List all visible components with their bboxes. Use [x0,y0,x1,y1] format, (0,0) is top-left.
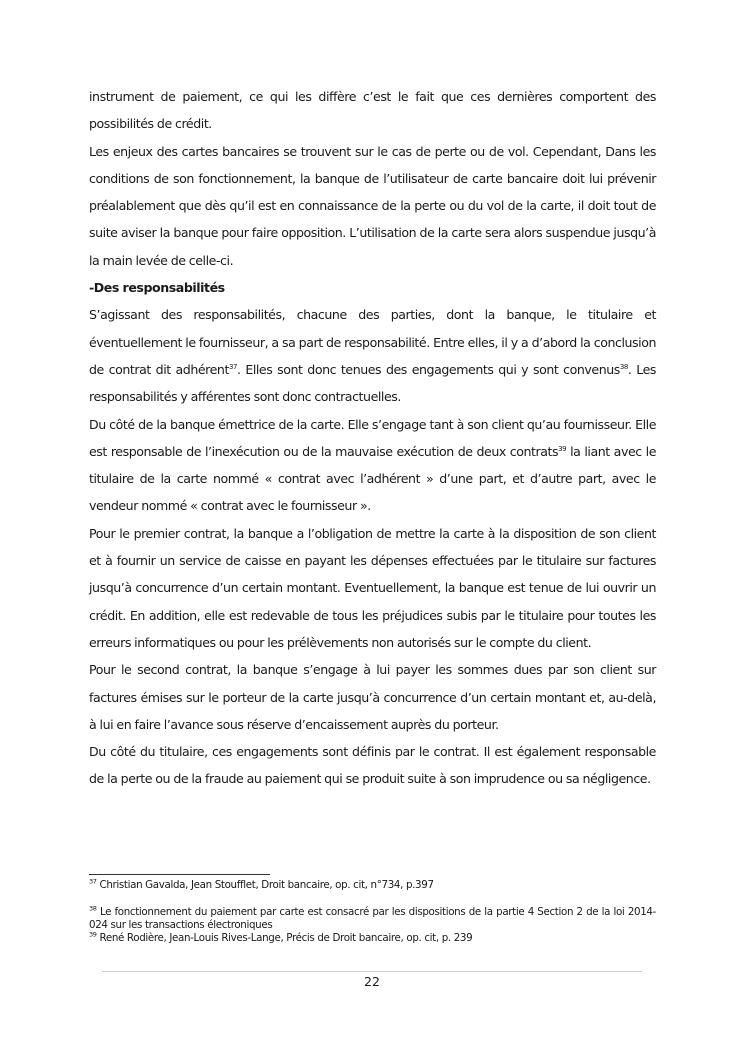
footnote-number: 39 [89,930,97,939]
paragraph-4 [89,411,656,520]
footnote-39 [89,932,656,945]
paragraph-3 [89,301,656,410]
paragraph-4-text-a: Du côté de la banque émettrice de la carte. Elle s’engage tant à son client qu’au fournisseur. Elle est responsable de l’inexécution ou de la mauvaise exécution de deux contrats [89,416,656,459]
footnote-ref-37[interactable]: 37 [228,362,237,371]
paragraph-5: Pour le premier contrat, la banque a l’obligation de mettre la carte à la disposition de son client et à fournir un service de caisse en payant les dépenses effectuées par le titulaire sur factures jusqu’à concurrence d’un certain montant. Eventuellement, la banque est tenue de lui ouvrir un crédit. En addition, elle est redevable de tous les préjudices subis par le titulaire pour toutes les erreurs informatiques ou pour les prélèvements non autorisés sur le compte du client. [89,525,656,650]
paragraph-4-text-b: la liant avec le titulaire de la carte nommé « contrat avec l’adhérent » d’une part, et d’autre part, avec le vendeur nommé « contrat avec le fournisseur ». [89,443,656,514]
footnote-37 [89,879,656,892]
paragraph-3-text-a: S’agissant des responsabilités, chacune des parties, dont la banque, le titulaire et éventuellement le fournisseur, a sa part de responsabilité. Entre elles, il y a d’abord la conclusion de contrat dit adhérent [89,307,656,377]
footnote-number: 38 [89,904,97,913]
paragraph-6: Pour le second contrat, la banque s’engage à lui payer les sommes dues par son client sur factures émises sur le porteur de la carte jusqu’à concurrence d’un certain montant et, au-delà, à lui en faire l’avance sous réserve d’encaissement auprès du porteur. [89,662,656,732]
footnote-text: Christian Gavalda, Jean Stoufflet, Droit bancaire, op. cit, n°734, p.397 [96,879,434,891]
paragraph-2: Les enjeux des cartes bancaires se trouvent sur le cas de perte ou de vol. Cependant, Dans les conditions de son fonctionnement, la banque de l’utilisateur de carte bancaire doit lui prévenir préalablement que dès qu’il est en connaissance de la perte ou du vol de la carte, il doit tout de suite aviser la banque pour faire opposition. L’utilisation de la carte sera alors suspendue jusqu’à la main levée de celle-ci. [89,143,656,268]
paragraph-3-text-c: . Les responsabilités y afférentes sont donc contractuelles. [89,361,657,405]
footnote-ref-39[interactable]: 39 [558,444,567,453]
footnote-text: Le fonctionnement du paiement par carte est consacré par les dispositions de la partie 4 Section 2 de la loi 2014-024 sur les transactions électroniques [89,906,656,931]
paragraph-3-text-b: . Elles sont donc tenues des engagements qui y sont convenus [236,361,620,377]
footnote-ref-38[interactable]: 38 [619,362,628,371]
footnote-number: 37 [89,877,97,886]
page-number: 22 [364,974,380,989]
section-heading: -Des responsabilités [89,280,225,296]
document-body [89,83,656,793]
footnote-text: René Rodière, Jean-Louis Rives-Lange, Précis de Droit bancaire, op. cit, p. 239 [96,932,473,944]
paragraph-1: instrument de paiement, ce qui les diffère c’est le fait que ces dernières comportent des possibilités de crédit. [89,89,656,132]
page-footer-rule [102,971,642,972]
footnote-38 [89,906,656,932]
footnote-separator [89,874,270,875]
paragraph-7: Du côté du titulaire, ces engagements sont définis par le contrat. Il est également responsable de la perte ou de la fraude au paiement qui se produit suite à son imprudence ou sa négligence. [89,744,656,787]
footnotes [89,879,656,945]
